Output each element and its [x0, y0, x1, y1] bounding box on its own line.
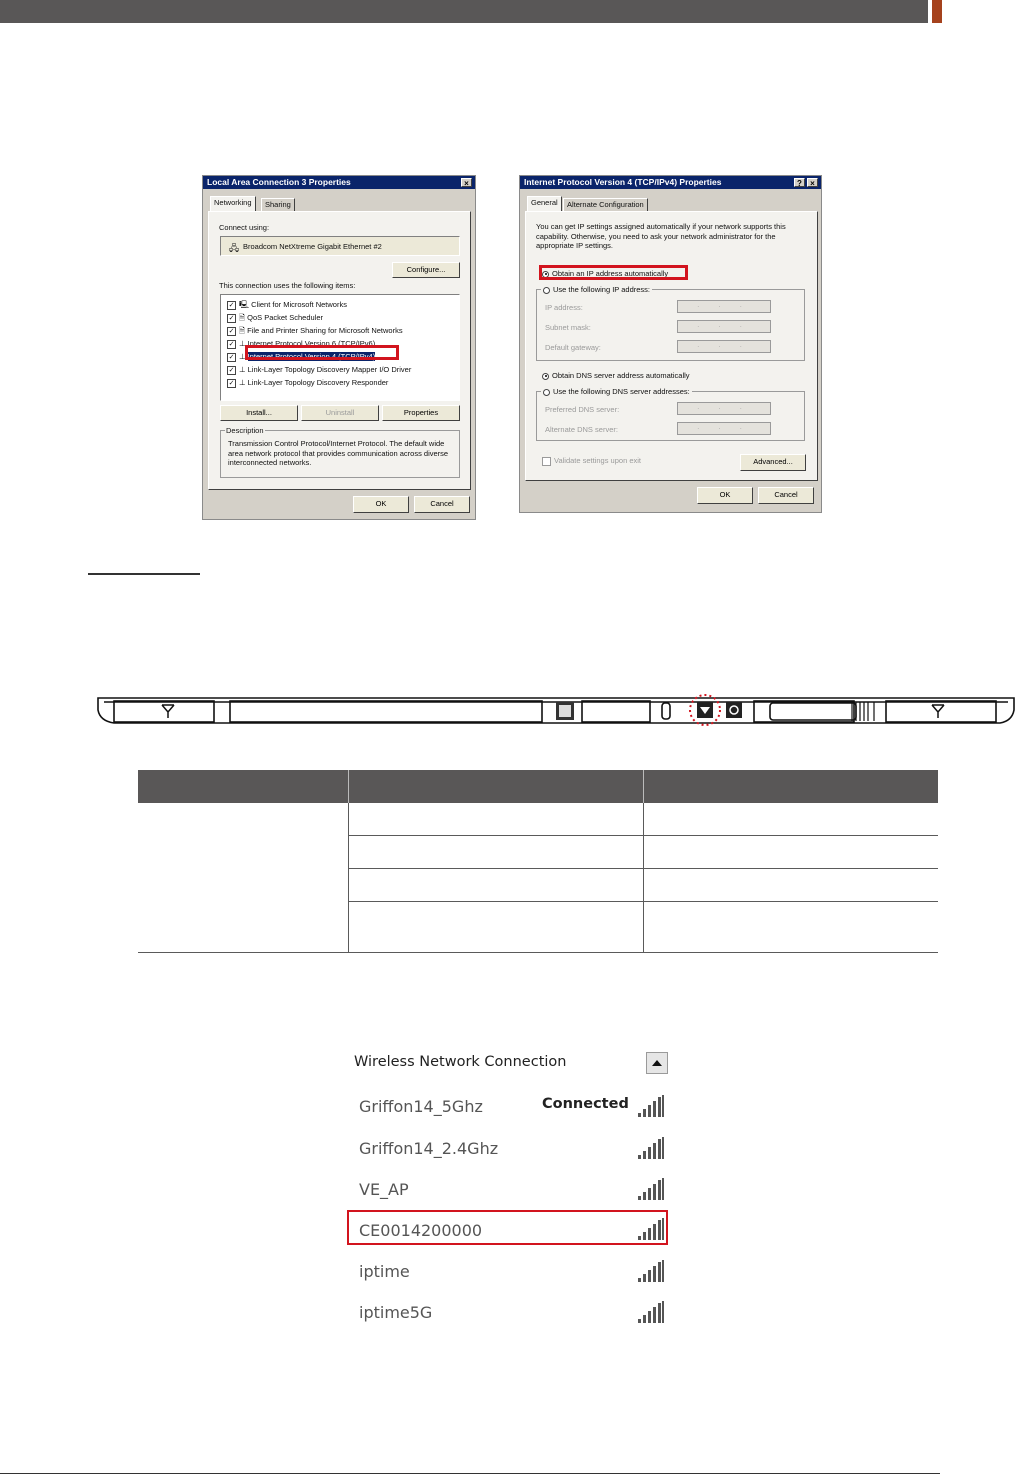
- table-cell: [643, 869, 938, 902]
- checkbox[interactable]: ✓: [228, 340, 235, 348]
- table-cell: [138, 803, 348, 953]
- left-antenna-cover: [114, 701, 214, 722]
- checkbox[interactable]: ✓: [228, 366, 235, 374]
- wifi-network-name[interactable]: iptime: [359, 1262, 410, 1281]
- advanced-button[interactable]: Advanced...: [740, 454, 806, 471]
- port-slot: [770, 703, 856, 720]
- items-label: This connection uses the following items:: [219, 281, 356, 290]
- wifi-network-name[interactable]: Griffon14_2.4Ghz: [359, 1139, 499, 1158]
- install-button[interactable]: Install...: [220, 405, 298, 421]
- use-following-dns-option[interactable]: Use the following DNS server addresses:: [541, 387, 692, 396]
- subnet-mask-label: Subnet mask:: [545, 323, 591, 332]
- checkbox[interactable]: ✓: [228, 301, 235, 309]
- protocol-icon: ⊥: [239, 378, 246, 387]
- checkbox[interactable]: [542, 457, 551, 466]
- use-following-ip-option[interactable]: Use the following IP address:: [541, 285, 652, 294]
- scroll-up-icon[interactable]: [646, 1052, 668, 1074]
- page-header-accent: [932, 0, 942, 23]
- ok-button[interactable]: OK: [697, 487, 753, 504]
- list-item[interactable]: ✓ ⊥ Internet Protocol Version 4 (TCP/IPv4): [228, 352, 376, 361]
- cancel-button[interactable]: Cancel: [758, 487, 814, 504]
- list-item[interactable]: ✓ ⊥ Link-Layer Topology Discovery Responder: [228, 378, 389, 387]
- cancel-button[interactable]: Cancel: [414, 496, 470, 513]
- tab-sharing[interactable]: Sharing: [261, 198, 295, 211]
- connect-using-label: Connect using:: [219, 223, 270, 232]
- checkbox[interactable]: ✓: [228, 327, 235, 335]
- connection-status: Connected: [542, 1096, 629, 1112]
- protocol-icon: ⊥: [239, 352, 246, 361]
- lan-dialog-title: Local Area Connection 3 Properties: [203, 176, 475, 189]
- obtain-ip-highlight: [539, 265, 688, 280]
- validate-settings-option[interactable]: Validate settings upon exit: [542, 456, 641, 466]
- table-header-cell: [643, 770, 938, 803]
- table-cell: [348, 902, 643, 953]
- side-panel: [582, 701, 650, 722]
- antenna-icon: [162, 705, 944, 718]
- description-label: Description: [226, 426, 264, 435]
- properties-button[interactable]: Properties: [382, 405, 460, 421]
- device-edge-diagram: [96, 688, 1018, 732]
- service-icon: 🗎: [239, 326, 246, 335]
- close-icon[interactable]: ×: [807, 178, 818, 187]
- alternate-dns-label: Alternate DNS server:: [545, 425, 618, 434]
- signal-strength-icon: [636, 1258, 666, 1284]
- default-gateway-label: Default gateway:: [545, 343, 601, 352]
- right-panel: [754, 701, 854, 722]
- table-cell: [643, 803, 938, 836]
- battery-bay: [230, 701, 542, 722]
- wifi-network-name[interactable]: Griffon14_5Ghz: [359, 1097, 483, 1116]
- checkbox[interactable]: ✓: [228, 379, 235, 387]
- checkbox[interactable]: ✓: [228, 314, 235, 322]
- wifi-network-name[interactable]: iptime5G: [359, 1303, 433, 1322]
- tab-alternate-configuration[interactable]: Alternate Configuration: [563, 198, 648, 211]
- checkbox[interactable]: ✓: [228, 353, 235, 361]
- default-gateway-field[interactable]: . . .: [677, 340, 771, 353]
- description-group: [220, 426, 460, 478]
- right-antenna-cover: [886, 701, 996, 722]
- tab-general[interactable]: General: [527, 196, 562, 211]
- networking-panel: [208, 211, 471, 490]
- static-dns-group: [536, 387, 805, 441]
- table-row: [138, 803, 938, 836]
- radio-button[interactable]: [543, 389, 550, 396]
- table-header-row: [138, 770, 938, 803]
- tab-networking[interactable]: Networking: [210, 196, 256, 211]
- general-panel: [525, 211, 818, 481]
- footer-rule: [0, 1473, 940, 1474]
- network-adapter-icon: 🖧: [229, 243, 240, 253]
- obtain-ip-auto-option[interactable]: Obtain an IP address automatically: [542, 269, 668, 278]
- radio-button[interactable]: [543, 287, 550, 294]
- table-cell: [643, 836, 938, 869]
- page-header-bar: [0, 0, 928, 23]
- power-button-icon: [726, 702, 742, 718]
- service-icon: 🗎: [239, 313, 246, 322]
- static-ip-group: [536, 285, 805, 361]
- adapter-field: [220, 236, 460, 256]
- ip-address-label: IP address:: [545, 303, 583, 312]
- table-header-cell: [348, 770, 643, 803]
- subnet-mask-field[interactable]: . . .: [677, 320, 771, 333]
- latch: [662, 703, 670, 719]
- table-cell: [643, 902, 938, 953]
- section-heading-underline: [88, 573, 200, 575]
- protocol-icon: ⊥: [239, 339, 246, 348]
- network-client-icon: 🖳: [239, 300, 250, 309]
- signal-strength-icon: [636, 1216, 666, 1242]
- list-item[interactable]: ✓ ⊥ Internet Protocol Version 6 (TCP/IPv6): [228, 339, 376, 348]
- table-header-cell: [138, 770, 348, 803]
- spec-table: [138, 770, 938, 953]
- signal-strength-icon: [636, 1176, 666, 1202]
- intro-text: You can get IP settings assigned automatically if your network supports this capability. Otherwise, you need to ask your network administrator for the appropriate IP settings.: [536, 222, 786, 250]
- ipv4-properties-dialog: [519, 175, 822, 513]
- signal-strength-icon: [636, 1299, 666, 1325]
- preferred-dns-label: Preferred DNS server:: [545, 405, 620, 414]
- close-icon[interactable]: ×: [461, 178, 472, 187]
- configure-button[interactable]: Configure...: [392, 262, 460, 278]
- ipv4-dialog-title: Internet Protocol Version 4 (TCP/IPv4) Properties: [520, 176, 821, 189]
- preferred-dns-field[interactable]: . . .: [677, 402, 771, 415]
- list-item[interactable]: ✓ ⊥ Link-Layer Topology Discovery Mapper I/O Driver: [228, 365, 412, 374]
- obtain-dns-auto-option[interactable]: Obtain DNS server address automatically: [542, 371, 690, 380]
- ok-button[interactable]: OK: [353, 496, 409, 513]
- signal-strength-icon: [636, 1135, 666, 1161]
- wifi-network-name[interactable]: VE_AP: [359, 1180, 409, 1199]
- alternate-dns-field[interactable]: . . .: [677, 422, 771, 435]
- ip-address-field[interactable]: . . .: [677, 300, 771, 313]
- protocol-icon: ⊥: [239, 365, 246, 374]
- uninstall-button[interactable]: Uninstall: [301, 405, 379, 421]
- table-cell: [348, 803, 643, 836]
- help-icon[interactable]: ?: [794, 178, 805, 187]
- wifi-list-title: Wireless Network Connection: [354, 1054, 567, 1070]
- table-cell: [348, 869, 643, 902]
- table-cell: [348, 836, 643, 869]
- list-item[interactable]: ✓ 🗎 File and Printer Sharing for Microsoft Networks: [228, 326, 403, 335]
- description-text: Transmission Control Protocol/Internet Protocol. The default wide area network protocol that provides communication across diverse interconnected networks.: [228, 439, 449, 467]
- wifi-network-name[interactable]: CE0014200000: [359, 1221, 483, 1240]
- list-item[interactable]: ✓ 🖳 Client for Microsoft Networks: [228, 300, 347, 309]
- signal-strength-icon: [636, 1093, 666, 1119]
- adapter-name: Broadcom NetXtreme Gigabit Ethernet #2: [243, 242, 382, 251]
- radio-button[interactable]: [542, 373, 549, 380]
- ipv4-highlight: [245, 345, 399, 360]
- list-item[interactable]: ✓ 🗎 QoS Packet Scheduler: [228, 313, 324, 322]
- lan-properties-dialog: [202, 175, 476, 520]
